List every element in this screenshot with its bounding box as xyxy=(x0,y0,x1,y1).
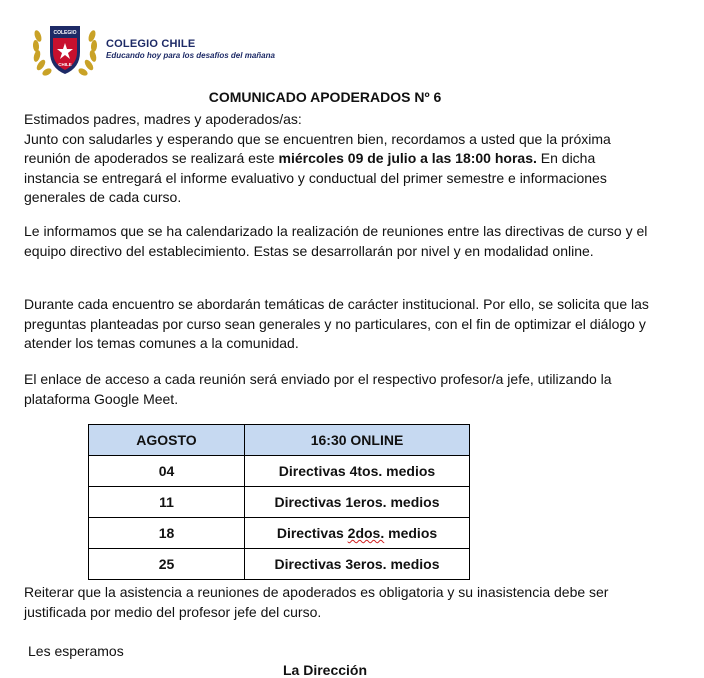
schedule-group: Directivas 3eros. medios xyxy=(245,549,470,580)
table-row xyxy=(89,549,470,580)
closing-text: Les esperamos xyxy=(28,643,124,659)
schedule-header-month: AGOSTO xyxy=(89,425,245,456)
intro-paragraph xyxy=(24,110,654,208)
table-row xyxy=(89,456,470,487)
signature: La Dirección xyxy=(282,662,368,678)
schedule-header-row xyxy=(89,425,470,456)
school-tagline: Educando hoy para los desafíos del mañana xyxy=(106,51,275,60)
schedule-header-time: 16:30 ONLINE xyxy=(245,425,470,456)
schedule-group: Directivas 4tos. medios xyxy=(245,456,470,487)
schedule-day: 04 xyxy=(89,456,245,487)
spellcheck-word: 2dos. xyxy=(347,525,385,541)
schedule-group: Directivas 1eros. medios xyxy=(245,487,470,518)
svg-text:COLEGIO: COLEGIO xyxy=(53,30,77,36)
table-row xyxy=(89,487,470,518)
svg-text:CHILE: CHILE xyxy=(58,62,72,67)
schedule-day: 18 xyxy=(89,518,245,549)
intro-text: Junto con saludarles y esperando que se encuentren bien, recordamos a usted que la próxima reunión de apoderados se realizará este xyxy=(24,130,611,166)
school-name: COLEGIO CHILE xyxy=(106,38,196,50)
school-logo xyxy=(30,22,100,78)
paragraph-temas: Durante cada encuentro se abordarán temáticas de carácter institucional. Por ello, se solicita que las preguntas planteadas por curso sean generales y no particulares, con el fin de optimizar el diálogo y atender los temas comunes a la comunidad. xyxy=(24,296,649,351)
table-row xyxy=(89,518,470,549)
document-title: COMUNICADO APODERADOS Nº 6 xyxy=(208,89,442,105)
paragraph-asistencia: Reiterar que la asistencia a reuniones de apoderados es obligatoria y su inasistencia debe ser justificada por medio del profesor jefe del curso. xyxy=(24,584,609,620)
meeting-date: miércoles 09 de julio a las 18:00 horas. xyxy=(278,150,537,166)
school-brand xyxy=(106,38,275,60)
schedule-group: Directivas 2dos. medios xyxy=(245,518,470,549)
greeting: Estimados padres, madres y apoderados/as: xyxy=(24,111,302,127)
paragraph-enlace: El enlace de acceso a cada reunión será enviado por el respectivo profesor/a jefe, utilizando la plataforma Google Meet. xyxy=(24,371,612,407)
schedule-table xyxy=(88,424,470,580)
paragraph-directivas: Le informamos que se ha calendarizado la realización de reuniones entre las directivas de curso y el equipo directivo del establecimiento. Estas se desarrollarán por nivel y en modalidad online. xyxy=(24,223,648,259)
intro-text-continued: En dicha instancia se entregará el informe evaluativo y conductual del primer semestre e informaciones generales de cada curso. xyxy=(24,150,607,205)
schedule-day: 25 xyxy=(89,549,245,580)
schedule-day: 11 xyxy=(89,487,245,518)
